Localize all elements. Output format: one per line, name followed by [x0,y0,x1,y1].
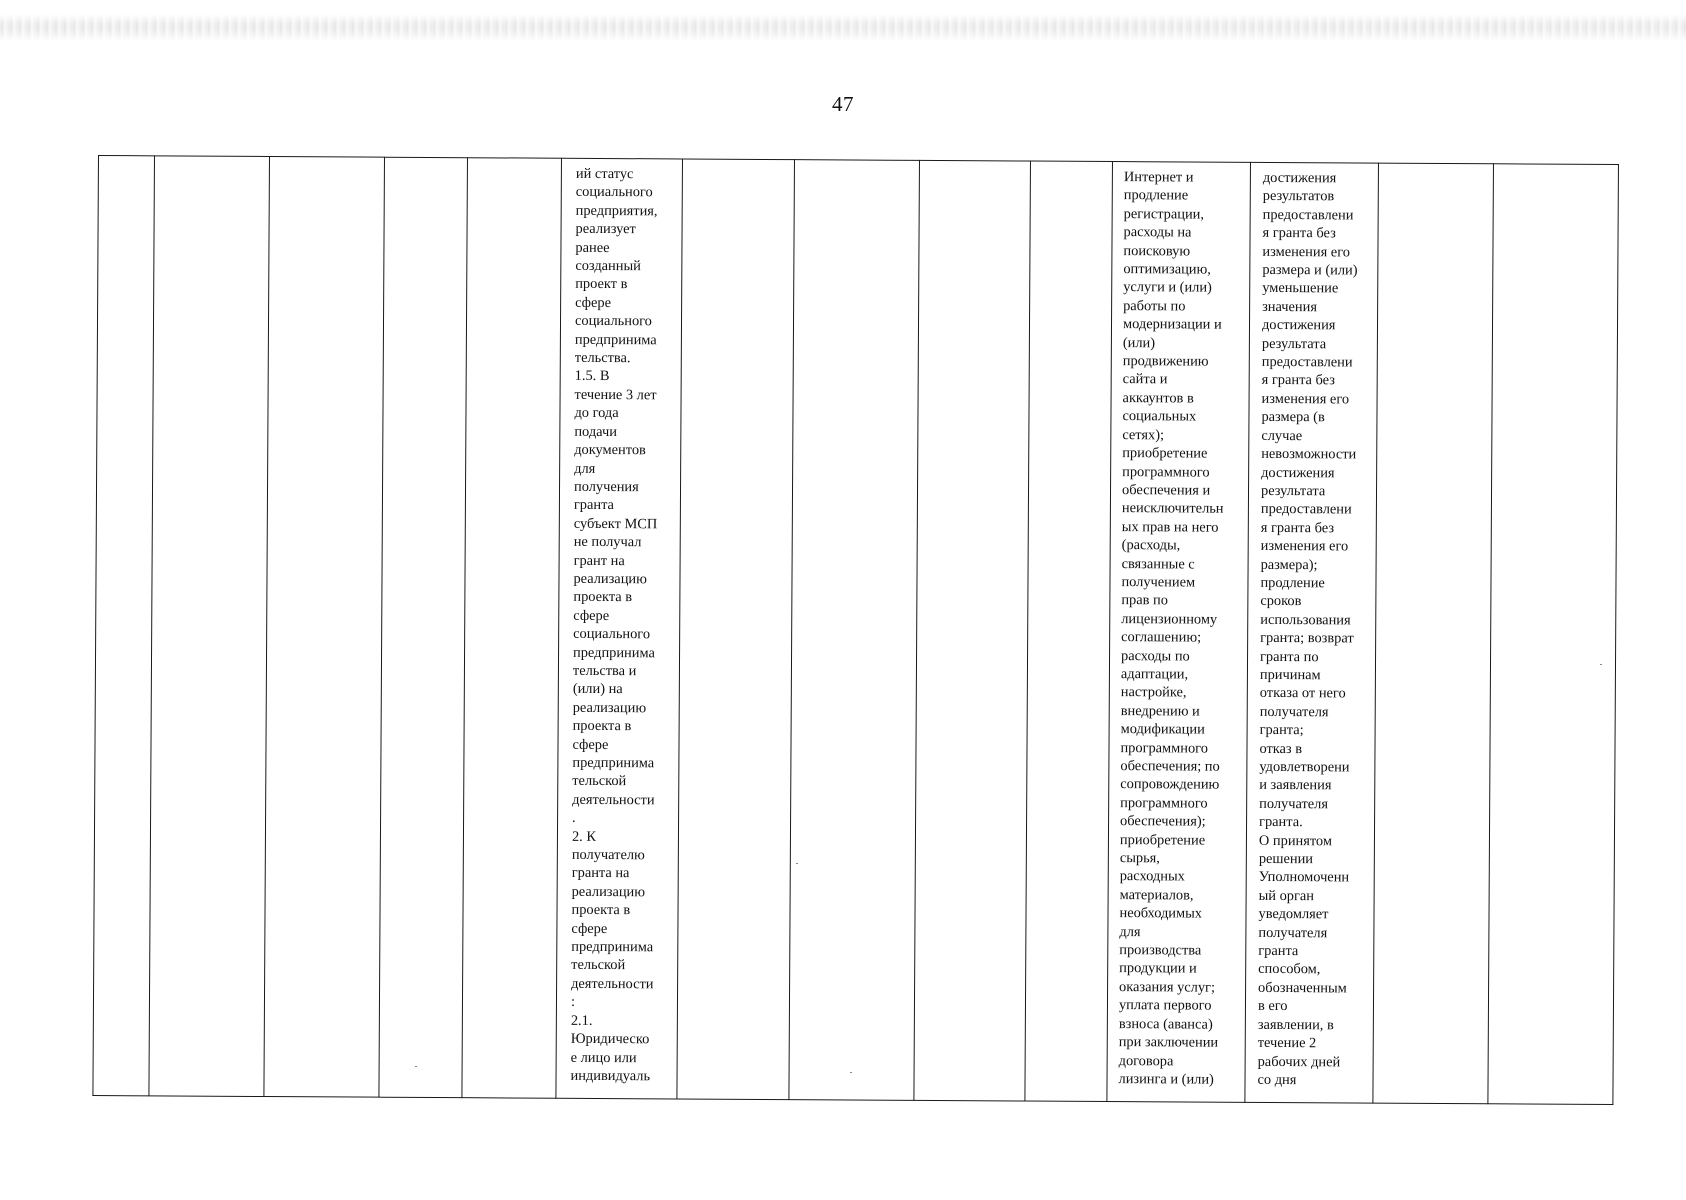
scan-top-edge [0,14,1686,42]
table-cell-9 [914,160,1031,1101]
scan-speck [850,1072,852,1073]
table-cell-10 [1025,161,1113,1101]
table-cell-1 [93,156,155,1096]
table-cell-5 [462,158,562,1099]
table-cell-13 [1373,163,1494,1104]
table-cell-4 [379,157,468,1097]
costs-text: Интернет и продление регистрации, расходы на поисковую оптимизацию, услуги и (или) работы по модернизации и (или) продвижению сайта и аккаунтов в социальных сетях); приобретение программного обеспечения и неисключительн ых прав на него (расходы, связанные с получением прав по лицензионному соглашению; расходы по адаптации, настройке, внедрению и модификации программного обеспечения; по сопровождению программного обеспечения); приобретение сырья, расходных материалов, необходимых для производства продукции и оказания услуг; уплата первого взноса (аванса) при заключении договора лизинга и (или) [1118,169,1224,1088]
table-cell-requirements [556,158,683,1099]
table-cell-2 [149,156,270,1097]
document-table [92,155,1619,1105]
scan-speck [1600,664,1602,665]
table-cell-costs [1107,162,1251,1103]
table-row [93,156,1619,1105]
page-number: 47 [832,92,854,116]
table-cell-14 [1488,164,1619,1105]
table-cell-7 [677,159,795,1100]
table-cell-8 [789,160,920,1101]
scan-speck [796,863,798,864]
changes-text: достижения результатов предоставлени я гранта без изменения его размера и (или) уменьшение значения достижения результата предоставлени я гранта без изменения его размера (в случае невозможности достижения результата предоставлени я гранта без изменения его размера); продление сроков использования гранта; возврат гранта по причинам отказа от него получателя гранта; отказ в удовлетворени и заявления получателя гранта. О принятом решении Уполномоченн ый орган уведомляет получателя гранта способом, обозначенным в его заявлении, в течение 2 рабочих дней со дня [1257,169,1358,1089]
table-cell-3 [264,157,385,1098]
requirements-text: ий статус социального предприятия, реализует ранее созданный проект в сфере социального предпринима тельства. 1.5. В течение 3 лет до года подачи документов для получения гранта субъект МСП не получал грант на реализацию проекта в сфере социального предпринима тельства и (или) на реализацию проекта в сфере предпринима тельской деятельности . 2. К получателю гранта на реализацию проекта в сфере предпринима тельской деятельности : 2.1. Юридическо е лицо или индивидуаль [570,165,658,1085]
scan-speck [415,1066,417,1067]
table-cell-changes [1245,162,1379,1103]
